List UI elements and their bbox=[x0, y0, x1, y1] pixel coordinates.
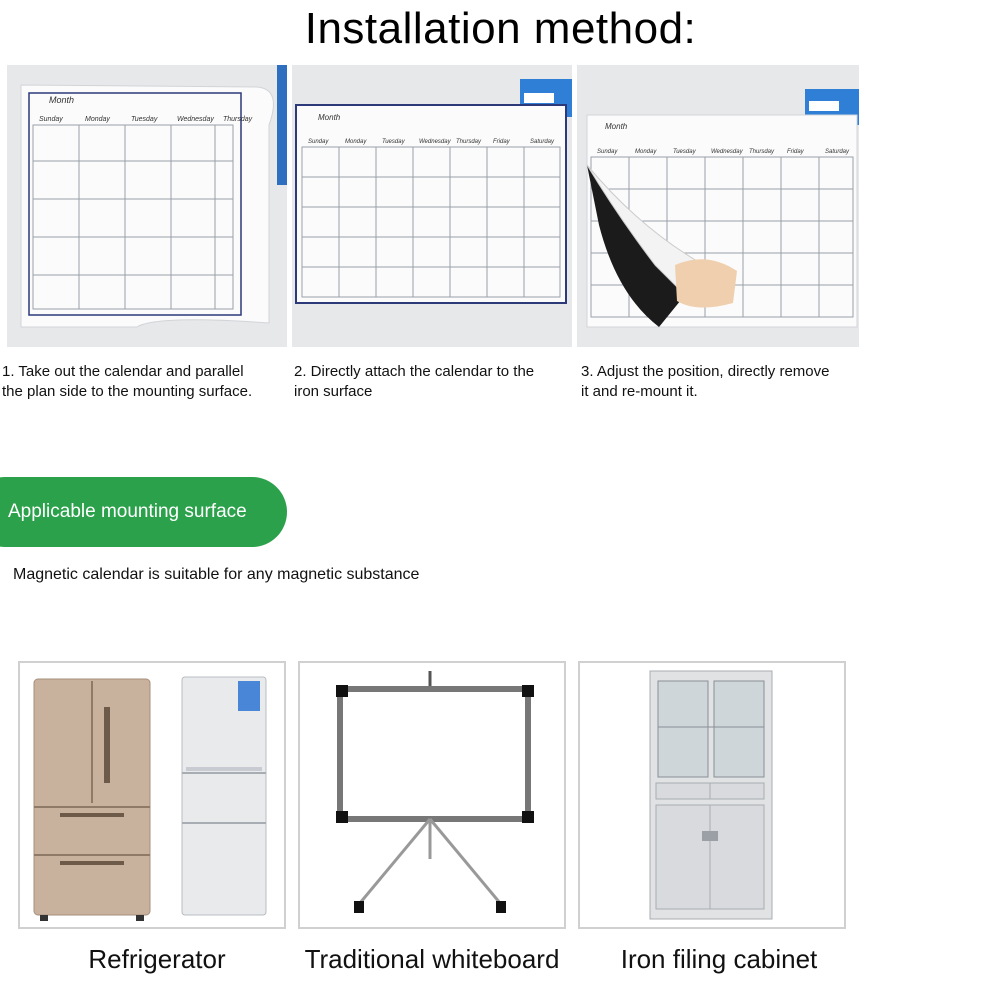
day-header: Monday bbox=[85, 116, 110, 123]
filing-cabinet-illustration bbox=[580, 663, 844, 927]
day-header: Monday bbox=[345, 139, 367, 145]
step-2-text: 2. Directly attach the calendar to the iron surface bbox=[294, 363, 535, 400]
page-title: Installation method: bbox=[304, 4, 697, 53]
section-description: Magnetic calendar is suitable for any magnetic substance bbox=[13, 566, 420, 583]
filing-cabinet-card bbox=[578, 661, 846, 929]
day-header: Wednesday bbox=[177, 116, 214, 123]
single-door-fridge bbox=[182, 677, 266, 915]
day-header: Saturday bbox=[530, 139, 555, 145]
refrigerator-illustration bbox=[20, 663, 284, 927]
step-3-month-label: Month bbox=[605, 122, 628, 131]
section-label: Applicable mounting surface bbox=[8, 501, 247, 522]
day-header: Sunday bbox=[597, 149, 618, 155]
day-header: Tuesday bbox=[382, 139, 405, 145]
day-header: Tuesday bbox=[131, 116, 158, 123]
day-header: Thursday bbox=[456, 139, 482, 145]
whiteboard-caption: Traditional whiteboard bbox=[304, 944, 560, 974]
day-header: Wednesday bbox=[419, 139, 451, 145]
day-header: Monday bbox=[635, 149, 657, 155]
step-3-text: 3. Adjust the position, directly remove it and re-mount it. bbox=[581, 363, 830, 400]
day-header: Sunday bbox=[39, 116, 63, 123]
day-header: Thursday bbox=[223, 116, 253, 123]
day-header: Friday bbox=[493, 139, 510, 145]
step-1-photo bbox=[7, 65, 287, 347]
step-2-month-label: Month bbox=[318, 113, 341, 122]
day-header: Sunday bbox=[308, 139, 329, 145]
day-header: Friday bbox=[787, 149, 804, 155]
day-header: Tuesday bbox=[673, 149, 696, 155]
day-header: Thursday bbox=[749, 149, 775, 155]
step-1-text: 1. Take out the calendar and parallel the plan side to the mounting surface. bbox=[2, 363, 253, 400]
refrigerator-caption: Refrigerator bbox=[88, 944, 226, 974]
day-header: Wednesday bbox=[711, 149, 743, 155]
day-header: Saturday bbox=[825, 149, 850, 155]
step-3-photo bbox=[577, 65, 859, 347]
step-1-month-label: Month bbox=[49, 95, 75, 105]
refrigerator-card bbox=[18, 661, 286, 929]
step-2-photo bbox=[292, 65, 572, 347]
whiteboard-illustration bbox=[300, 663, 564, 927]
french-door-fridge bbox=[34, 679, 150, 921]
whiteboard-card bbox=[298, 661, 566, 929]
filing-cabinet-caption: Iron filing cabinet bbox=[620, 944, 818, 974]
